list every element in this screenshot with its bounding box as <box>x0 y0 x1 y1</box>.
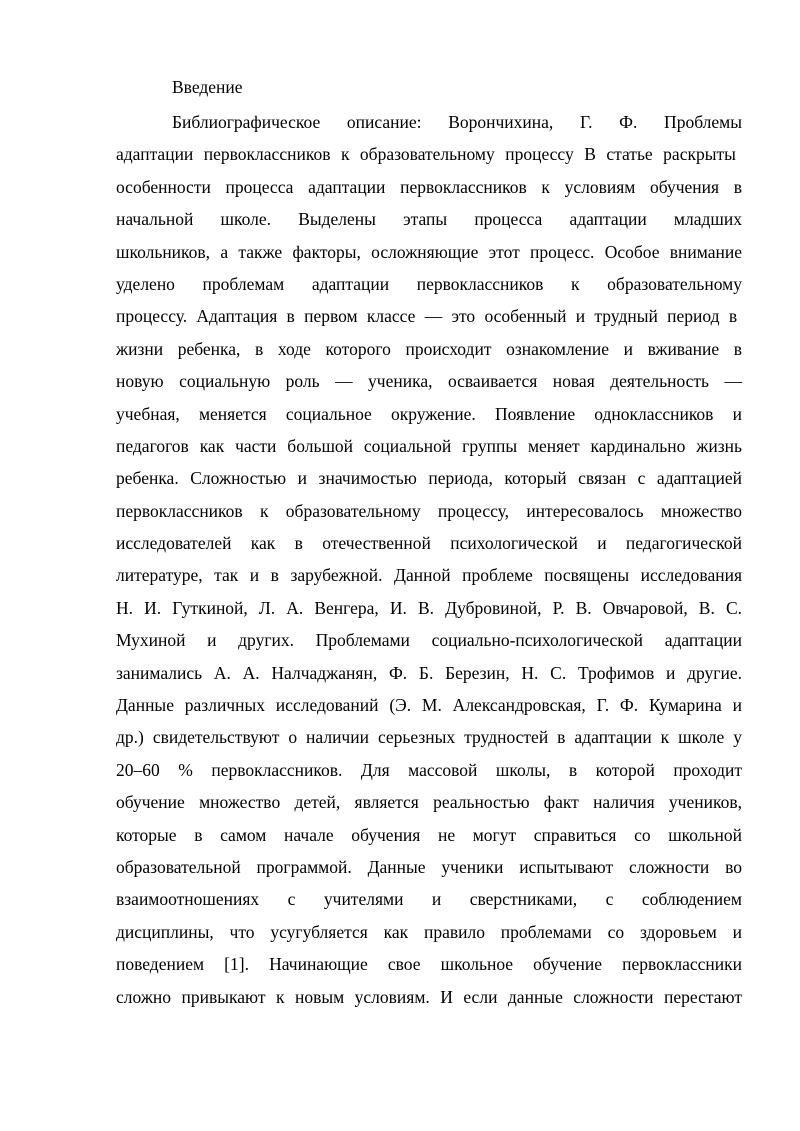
text-line: занимались А. А. Налчаджанян, Ф. Б. Березин, Н. С. Трофимов и другие. <box>116 662 742 683</box>
text-line: др.) свидетельствуют о наличии серьезных трудностей в адаптации к школе у <box>116 727 742 748</box>
text-line: исследователей как в отечественной психологической и педагогической <box>116 533 742 554</box>
text-line: Библиографическое описание: Ворончихина, Г. Ф. Проблемы <box>172 112 742 132</box>
text-line: уделено проблемам адаптации первоклассников к образовательному <box>116 273 742 294</box>
text-line: ребенка. Сложностью и значимостью периода, который связан с адаптацией <box>116 468 742 489</box>
text-line: особенности процесса адаптации первоклассников к условиям обучения в <box>116 176 742 197</box>
text-line: обучение множество детей, является реальностью факт наличия учеников, <box>116 792 742 813</box>
text-line: сложно привыкают к новым условиям. И если данные сложности перестают <box>116 986 742 1007</box>
text-line: дисциплины, что усугубляется как правило проблемами со здоровьем и <box>116 921 742 942</box>
text-line: Мухиной и других. Проблемами социально-психологической адаптации <box>116 630 742 651</box>
body-paragraph <box>116 106 742 1013</box>
text-line: жизни ребенка, в ходе которого происходит ознакомление и вживание в <box>116 338 742 359</box>
text-line: Н. И. Гуткиной, Л. А. Венгера, И. В. Дубровиной, Р. В. Овчаровой, В. С. <box>116 597 742 618</box>
text-line: поведением [1]. Начинающие свое школьное обучение первоклассники <box>116 954 742 975</box>
text-line: процессу. Адаптация в первом классе — это особенный и трудный период в <box>116 306 738 327</box>
text-line: школьников, а также факторы, осложняющие этот процесс. Особое внимание <box>116 241 742 262</box>
text-line: учебная, меняется социальное окружение. Появление одноклассников и <box>116 403 742 424</box>
text-line: педагогов как части большой социальной группы меняет кардинально жизнь <box>116 435 742 456</box>
text-line: новую социальную роль — ученика, осваивается новая деятельность — <box>116 371 742 392</box>
text-line: 20–60 % первоклассников. Для массовой школы, в которой проходит <box>116 759 742 780</box>
section-heading: Введение <box>172 77 243 97</box>
text-line: литературе, так и в зарубежной. Данной проблеме посвящены исследования <box>116 565 742 586</box>
text-line: Данные различных исследований (Э. М. Александровская, Г. Ф. Кумарина и <box>116 695 742 716</box>
text-line: первоклассников к образовательному процессу, интересовалось множество <box>116 500 742 521</box>
text-line: адаптации первоклассников к образовательному процессу В статье раскрыты <box>116 144 736 165</box>
text-line: которые в самом начале обучения не могут справиться со школьной <box>116 824 742 845</box>
text-line: начальной школе. Выделены этапы процесса адаптации младших <box>116 209 742 230</box>
text-line: взаимоотношениях с учителями и сверстниками, с соблюдением <box>116 889 742 910</box>
text-line: образовательной программой. Данные ученики испытывают сложности во <box>116 856 742 877</box>
